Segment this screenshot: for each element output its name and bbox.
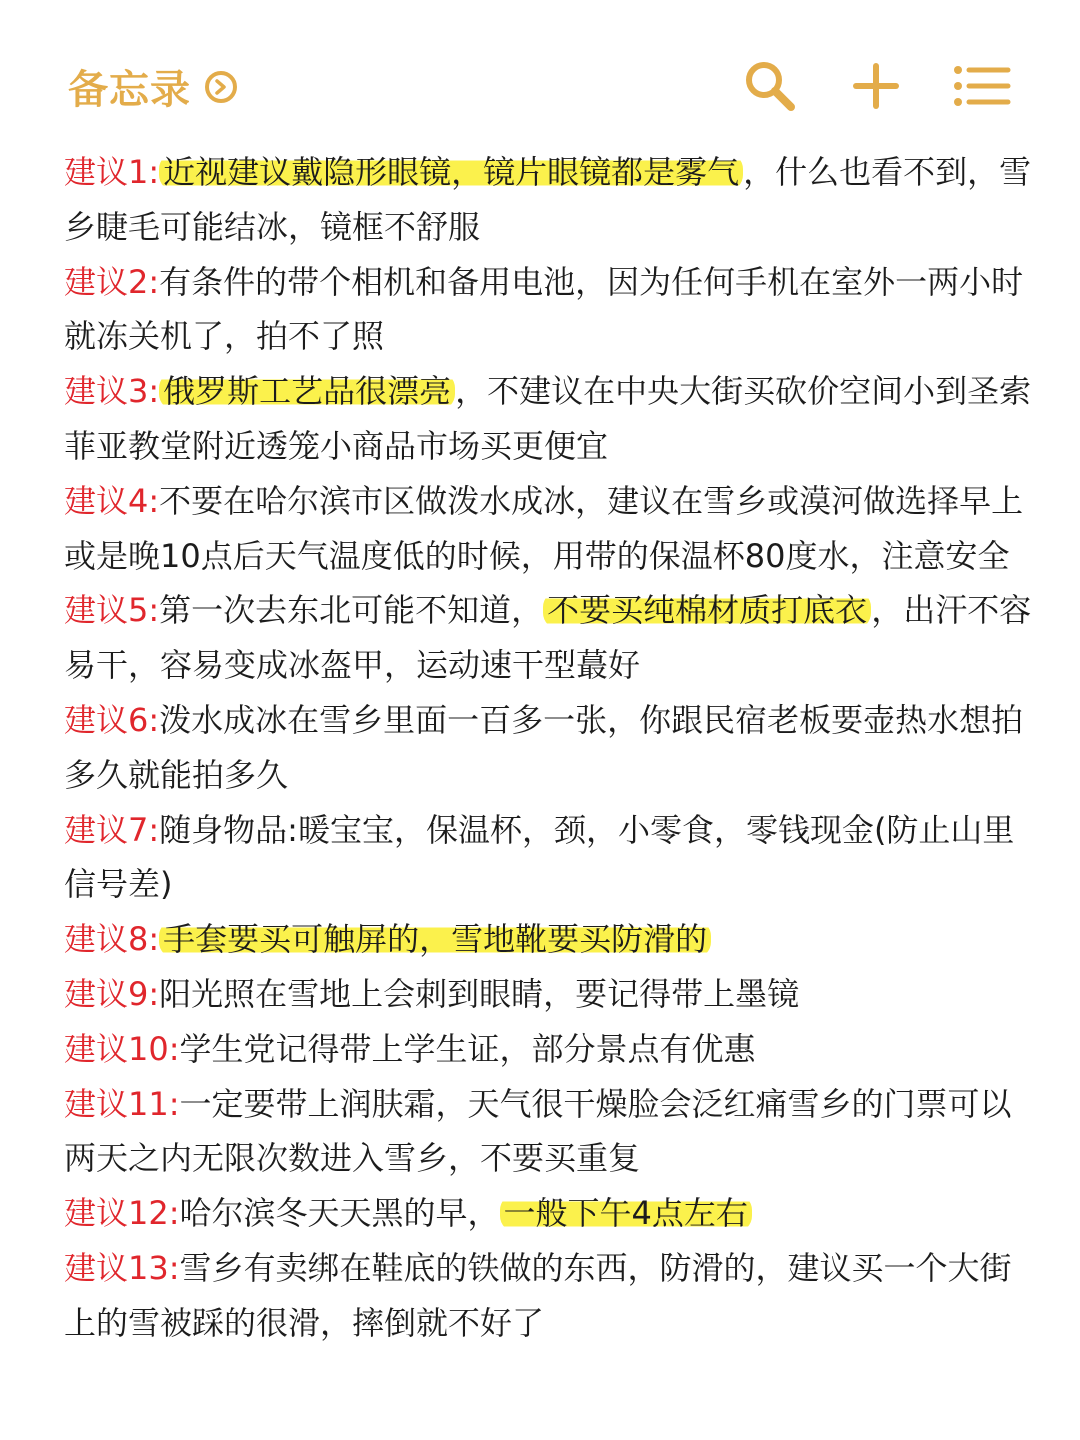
tip-item <box>64 803 1034 913</box>
tip-text: 不要在哈尔滨市区做泼水成冰，建议在雪乡或漠河做选择早上或是晚10点后天气温度低的时候，用带的保温杯80度水，注意安全 <box>64 481 1024 575</box>
plus-icon <box>853 63 899 109</box>
tip-item <box>64 583 1034 693</box>
toolbar <box>740 58 1012 114</box>
list-icon <box>953 65 1011 107</box>
tip-item <box>64 145 1034 255</box>
back-to-notes-button[interactable] <box>68 58 237 115</box>
tip-label: 建议3: <box>64 372 160 411</box>
app-title: 备忘录 <box>68 67 191 113</box>
notes-header <box>0 0 1080 150</box>
tip-text: 阳光照在雪地上会刺到眼睛，要记得带上墨镜 <box>159 974 800 1013</box>
tip-item <box>64 474 1034 584</box>
tip-item <box>64 255 1034 365</box>
tip-highlight: 手套要买可触屏的，雪地靴要买防滑的 <box>159 920 711 958</box>
tip-item <box>64 967 1034 1022</box>
tip-label: 建议11: <box>64 1084 180 1123</box>
tip-text: 泼水成冰在雪乡里面一百多一张，你跟民宿老板要壶热水想拍多久就能拍多久 <box>64 700 1024 794</box>
tip-label: 建议4: <box>64 481 160 520</box>
tip-text: 雪乡有卖绑在鞋底的铁做的东西，防滑的，建议买一个大街上的雪被踩的很滑，摔倒就不好了 <box>64 1248 1012 1342</box>
tip-item <box>64 1077 1034 1187</box>
search-button[interactable] <box>740 58 800 114</box>
tip-item <box>64 912 1034 967</box>
tip-item <box>64 1022 1034 1077</box>
tip-text: 哈尔滨冬天天黑的早， <box>179 1194 500 1233</box>
list-view-button[interactable] <box>952 58 1012 114</box>
new-note-button[interactable] <box>846 58 906 114</box>
search-icon <box>742 58 798 114</box>
tip-text: ，什么也看不到，雪乡睫毛可能结冰，镜框不舒服 <box>64 153 1032 246</box>
tip-label: 建议1: <box>64 153 160 191</box>
tip-label: 建议12: <box>64 1194 180 1233</box>
tip-item <box>64 693 1034 803</box>
tip-text: 第一次去东北可能不知道， <box>159 591 544 630</box>
tip-label: 建议13: <box>64 1248 180 1287</box>
chevron-right-circle-icon <box>205 71 237 103</box>
note-body[interactable] <box>64 145 1034 1351</box>
tip-highlight: 俄罗斯工艺品很漂亮 <box>159 372 455 410</box>
tip-text: ，出汗不容易干，容易变成冰盔甲，运动速干型蕞好 <box>64 591 1032 685</box>
tip-label: 建议5: <box>64 591 160 630</box>
tip-item <box>64 1241 1034 1351</box>
tip-text: 随身物品:暖宝宝，保温杯，颈，小零食，零钱现金(防止山里信号差) <box>64 810 1015 904</box>
tip-label: 建议10: <box>64 1029 180 1068</box>
tip-highlight: 不要买纯棉材质打底衣 <box>543 591 871 629</box>
tip-label: 建议8: <box>64 920 160 959</box>
tip-item <box>64 364 1034 474</box>
tip-highlight: 近视建议戴隐形眼镜，镜片眼镜都是雾气 <box>159 153 743 191</box>
tip-item <box>64 1186 1034 1241</box>
tip-label: 建议7: <box>64 810 160 849</box>
tip-label: 建议9: <box>64 974 160 1013</box>
tip-text: 一定要带上润肤霜，天气很干燥脸会泛红痛雪乡的门票可以两天之内无限次数进入雪乡，不要买重复 <box>64 1084 1012 1178</box>
tip-highlight: 一般下午4点左右 <box>500 1194 752 1232</box>
tip-text: ，不建议在中央大街买砍价空间小到圣索菲亚教堂附近透笼小商品市场买更便宜 <box>64 372 1032 465</box>
tip-text: 学生党记得带上学生证，部分景点有优惠 <box>179 1029 756 1068</box>
tip-label: 建议6: <box>64 700 160 739</box>
tip-label: 建议2: <box>64 262 160 301</box>
tip-text: 有条件的带个相机和备用电池，因为任何手机在室外一两小时就冻关机了，拍不了照 <box>64 262 1024 356</box>
